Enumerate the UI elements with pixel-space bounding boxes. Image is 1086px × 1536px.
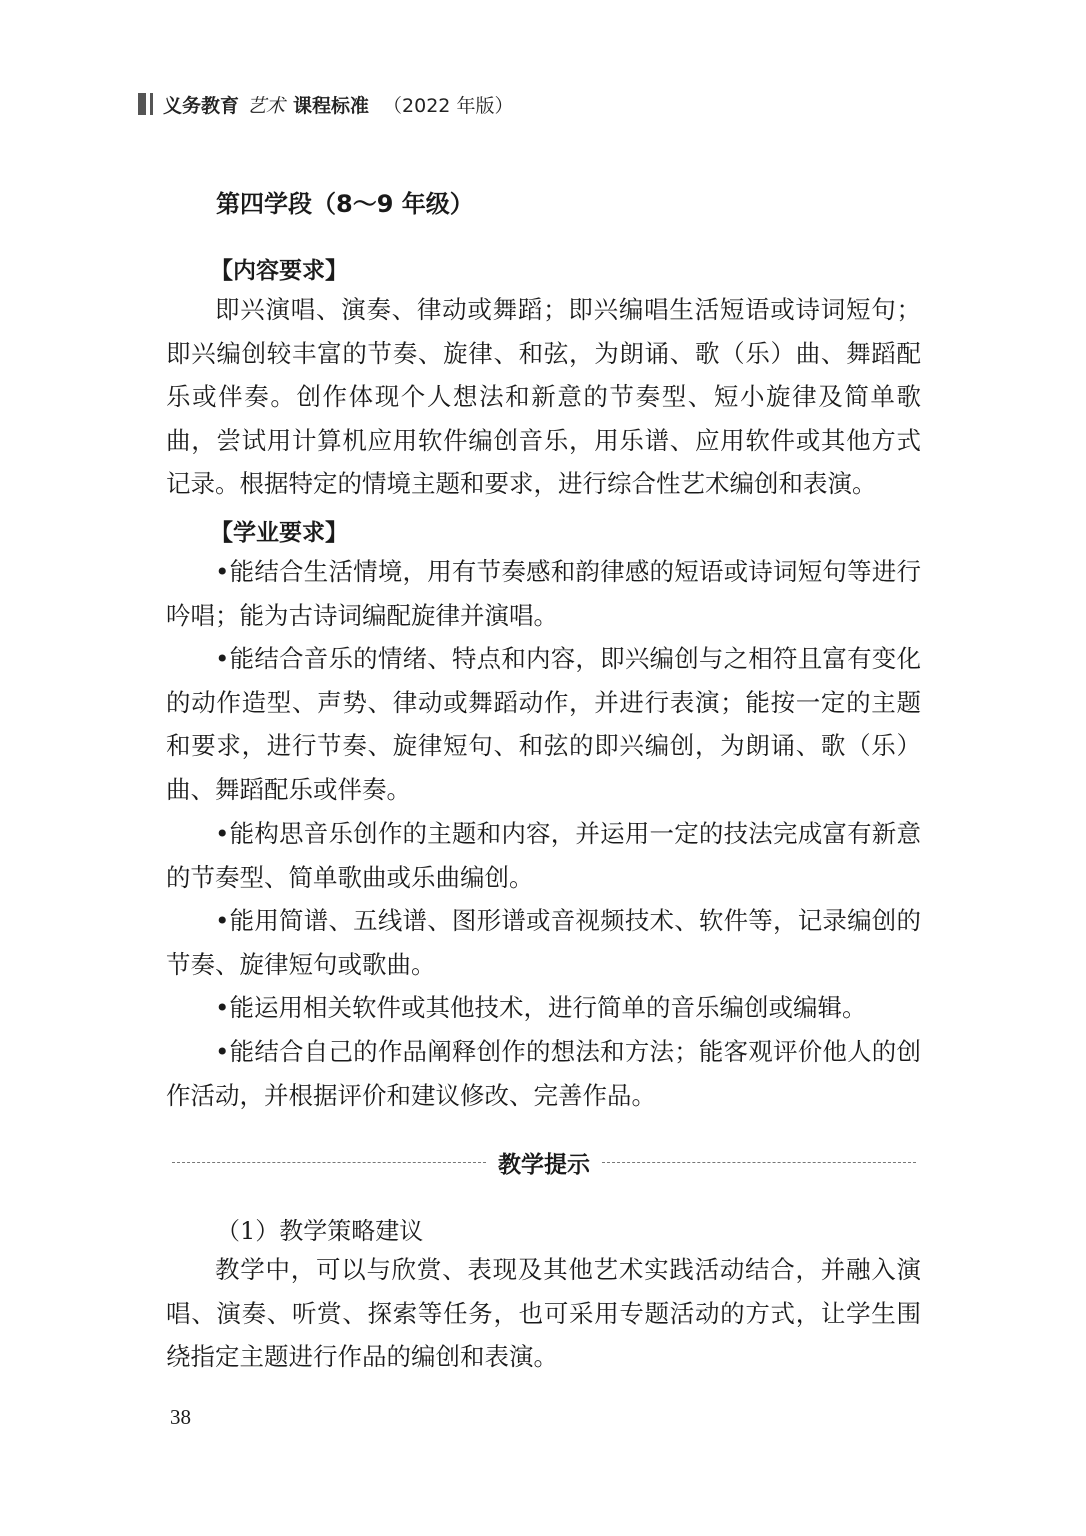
- dotted-rule-left: [172, 1162, 486, 1163]
- academic-requirement-item: •能结合音乐的情绪、特点和内容，即兴编创与之相符且富有变化的动作造型、声势、律动或舞蹈动作，并进行表演；能按一定的主题和要求，进行节奏、旋律短句、和弦的即兴编创，为朗诵、歌（乐）曲、舞蹈配乐或伴奏。: [166, 644, 921, 804]
- teaching-tips-divider: [172, 1147, 916, 1177]
- teaching-tips-label: 教学提示: [498, 1151, 590, 1178]
- header-title: [163, 91, 513, 118]
- academic-requirement-item: •能用简谱、五线谱、图形谱或音视频技术、软件等，记录编创的节奏、旋律短句或歌曲。: [166, 906, 921, 979]
- content-requirements-text: 即兴演唱、演奏、律动或舞蹈；即兴编唱生活短语或诗词短句；即兴编创较丰富的节奏、旋律、和弦，为朗诵、歌（乐）曲、舞蹈配乐或伴奏。创作体现个人想法和新意的节奏型、短小旋律及简单歌曲，尝试用计算机应用软件编创音乐，用乐谱、应用软件或其他方式记录。根据特定的情境主题和要求，进行综合性艺术编创和表演。: [166, 295, 921, 498]
- teaching-strategy-text: 教学中，可以与欣赏、表现及其他艺术实践活动结合，并融入演唱、演奏、听赏、探索等任务，也可采用专题活动的方式，让学生围绕指定主题进行作品的编创和表演。: [166, 1255, 921, 1371]
- header-edition: （2022 年版）: [383, 94, 514, 117]
- header-title-b: 艺术: [247, 94, 286, 117]
- academic-requirement-item: •能构思音乐创作的主题和内容，并运用一定的技法完成富有新意的节奏型、简单歌曲或乐曲编创。: [166, 819, 921, 892]
- academic-requirement-item: •能结合自己的作品阐释创作的想法和方法；能客观评价他人的创作活动，并根据评价和建议修改、完善作品。: [166, 1037, 921, 1110]
- academic-requirement-item: •能结合生活情境，用有节奏感和韵律感的短语或诗词短句等进行吟唱；能为古诗词编配旋律并演唱。: [166, 557, 921, 630]
- section-title: 第四学段（8～9 年级）: [216, 190, 474, 218]
- dotted-rule-right: [602, 1162, 916, 1163]
- academic-requirements-heading: 【学业要求】: [210, 520, 348, 546]
- running-header: [138, 90, 513, 118]
- page-number: 38: [170, 1405, 191, 1429]
- academic-requirement-item: •能运用相关软件或其他技术，进行简单的音乐编创或编辑。: [215, 993, 867, 1022]
- content-requirements-heading: 【内容要求】: [210, 258, 348, 284]
- header-title-a: 义务教育: [163, 94, 240, 117]
- header-title-c: 课程标准: [293, 94, 370, 117]
- teaching-strategy-heading: （1）教学策略建议: [216, 1217, 424, 1245]
- header-bars-icon: [138, 93, 153, 115]
